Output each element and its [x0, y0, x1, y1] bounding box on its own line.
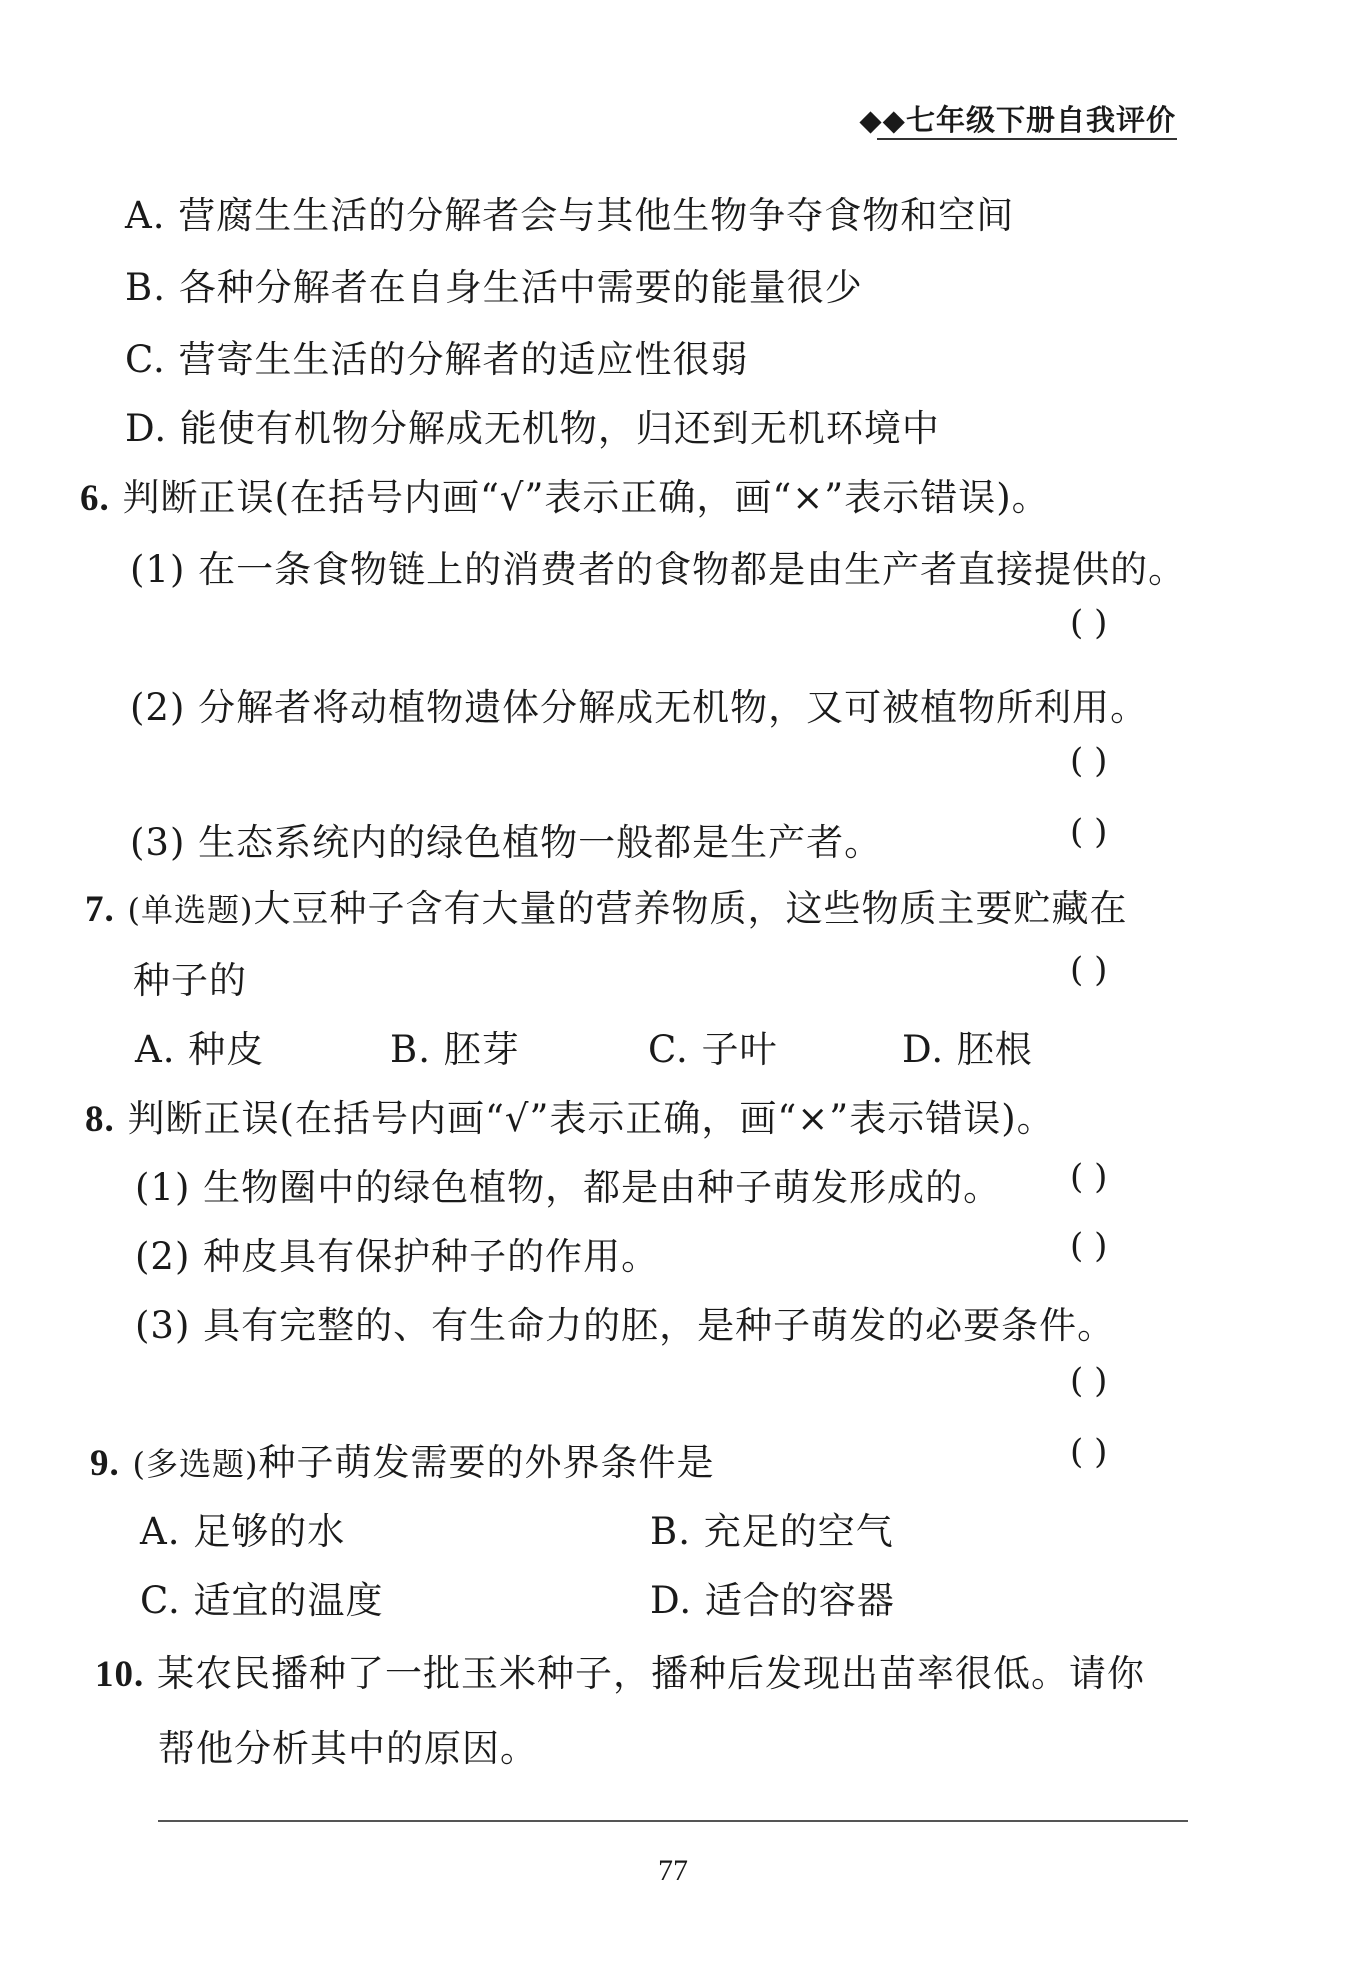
question-number: 6.	[80, 478, 110, 519]
q9-option-c: C. 适宜的温度	[140, 1579, 384, 1622]
q6-item-1: (1) 在一条食物链上的消费者的食物都是由生产者直接提供的。	[130, 548, 1187, 591]
question-stem: 大豆种子含有大量的营养物质，这些物质主要贮藏在	[253, 887, 1128, 930]
q5-option-d: D. 能使有机物分解成无机物，归还到无机环境中	[125, 407, 940, 450]
q9-option-a: A. 足够的水	[140, 1510, 346, 1553]
question-number: 10.	[95, 1654, 145, 1695]
question-6	[80, 467, 1050, 521]
diamond-icon: ◆◆	[859, 103, 906, 137]
footer-rule	[158, 1820, 1188, 1822]
q7-stem-continued: 种子的	[133, 959, 247, 1002]
q8-item-3: (3) 具有完整的、有生命力的胚，是种子萌发的必要条件。	[135, 1304, 1116, 1347]
q5-option-c: C. 营寄生生活的分解者的适应性很弱	[125, 338, 749, 381]
answer-bracket: ( )	[1070, 1226, 1108, 1266]
q7-option-a: A. 种皮	[135, 1028, 265, 1071]
question-number: 7.	[85, 889, 115, 930]
q5-option-a: A. 营腐生生活的分解者会与其他生物争夺食物和空间	[125, 194, 1015, 237]
q7-option-c: C. 子叶	[648, 1028, 778, 1071]
q9-option-d: D. 适合的容器	[650, 1579, 895, 1622]
question-8	[85, 1088, 1055, 1142]
q6-item-3: (3) 生态系统内的绿色植物一般都是生产者。	[130, 821, 883, 864]
q5-option-b: B. 各种分解者在自身生活中需要的能量很少	[125, 266, 863, 309]
q7-option-d: D. 胚根	[902, 1028, 1033, 1071]
question-type-tag: (多选题)	[132, 1445, 259, 1483]
question-number: 9.	[90, 1443, 120, 1484]
question-number: 8.	[85, 1099, 115, 1140]
question-type-tag: (单选题)	[127, 891, 254, 929]
question-stem: 判断正误(在括号内画“√”表示正确，画“×”表示错误)。	[127, 1097, 1055, 1140]
header-title: 七年级下册自我评价	[905, 103, 1176, 137]
answer-bracket: ( )	[1070, 1157, 1108, 1197]
q10-stem-continued: 帮他分析其中的原因。	[158, 1727, 538, 1770]
q7-option-b: B. 胚芽	[390, 1028, 520, 1071]
header-rule	[877, 138, 1177, 140]
question-stem: 某农民播种了一批玉米种子，播种后发现出苗率很低。请你	[157, 1652, 1146, 1695]
page-number: 77	[658, 1854, 688, 1887]
question-stem: 种子萌发需要的外界条件是	[258, 1441, 715, 1484]
q6-item-2: (2) 分解者将动植物遗体分解成无机物，又可被植物所利用。	[130, 686, 1149, 729]
answer-bracket: ( )	[1070, 812, 1108, 852]
q8-item-1: (1) 生物圈中的绿色植物，都是由种子萌发形成的。	[135, 1166, 1002, 1209]
answer-bracket: ( )	[1070, 603, 1108, 643]
answer-bracket: ( )	[1070, 741, 1108, 781]
question-10	[95, 1643, 1145, 1697]
question-7	[85, 878, 1128, 932]
question-9	[90, 1432, 715, 1486]
answer-bracket: ( )	[1070, 1361, 1108, 1401]
q8-item-2: (2) 种皮具有保护种子的作用。	[135, 1235, 660, 1278]
answer-bracket: ( )	[1070, 950, 1108, 990]
page-header	[859, 98, 1176, 139]
q9-option-b: B. 充足的空气	[650, 1510, 894, 1553]
answer-bracket: ( )	[1070, 1432, 1108, 1472]
question-stem: 判断正误(在括号内画“√”表示正确，画“×”表示错误)。	[122, 476, 1050, 519]
